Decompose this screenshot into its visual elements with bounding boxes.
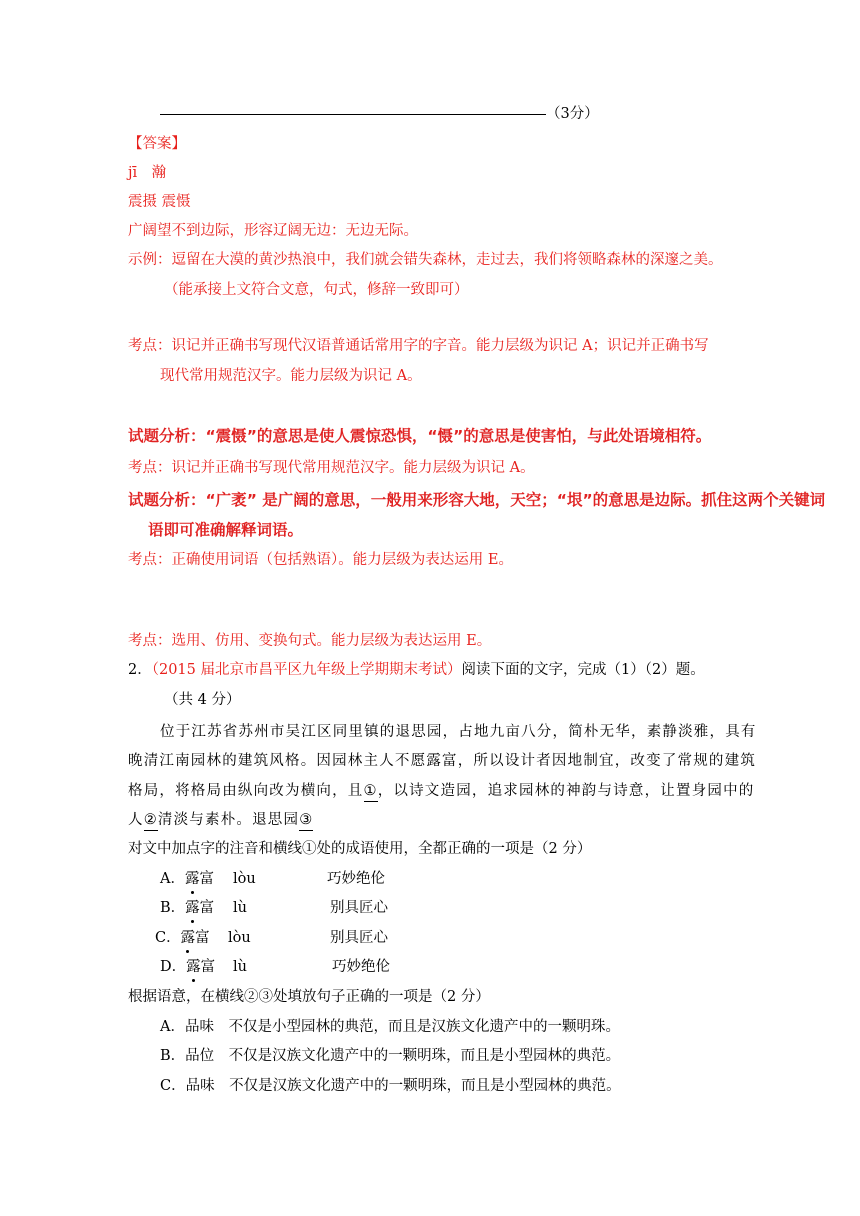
fenxi-2-line-1: 试题分析：“广袤” 是广阔的意思，一般用来形容大地，天空；“垠”的意思是边际。抓住这两个关键词 <box>128 491 826 509</box>
answer-header: 【答案】 <box>128 136 186 152</box>
answer-example: 示例：逗留在大漠的黄沙热浪中，我们就会错失森林，走过去，我们将领略森林的深邃之美。 <box>128 252 723 268</box>
option-label: A． <box>160 1019 185 1035</box>
sub1-option-d[interactable] <box>160 957 390 977</box>
question-intro: 阅读下面的文字，完成（1）（2）题。 <box>461 662 705 678</box>
answer-meaning: 广阔望不到边际，形容辽阔无边：无边无际。 <box>128 223 418 239</box>
passage-l2-dotted: 露富 <box>426 753 458 769</box>
option-label: D． <box>160 959 187 975</box>
score-label: （3分） <box>546 106 599 122</box>
option-text: 品味 不仅是汉族文化遗产中的一颗明珠，而且是小型园林的典范。 <box>185 1078 621 1094</box>
passage-l4-a: 人 <box>128 812 144 828</box>
option-text: 品味 不仅是小型园林的典范，而且是汉族文化遗产中的一颗明珠。 <box>184 1019 620 1035</box>
option-idiom: 巧妙绝伦 <box>332 959 390 975</box>
answer-blank-line <box>160 104 599 124</box>
option-idiom: 别具匠心 <box>330 930 388 946</box>
dotted-char: 露 <box>185 900 200 916</box>
option-pinyin: lù <box>233 959 247 975</box>
kaodian-2: 考点：识记并正确书写现代常用规范汉字。能力层级为识记 A。 <box>128 460 535 476</box>
option-word: 富 <box>195 930 210 946</box>
fenxi-1: 试题分析：“震慑”的意思是使人震惊恐惧，“慑”的意思是使害怕，与此处语境相符。 <box>128 427 712 445</box>
dotted-char: 露 <box>186 959 201 975</box>
option-label: C． <box>155 930 181 946</box>
sub2-option-b[interactable] <box>160 1046 620 1066</box>
option-label: B． <box>160 900 186 916</box>
blank-mark-2: ② <box>144 810 158 831</box>
kaodian-1-line-2: 现代常用规范汉字。能力层级为识记 A。 <box>160 368 422 384</box>
option-label: A． <box>160 871 185 887</box>
kaodian-1-line-1: 考点：识记并正确书写现代汉语普通话常用字的字音。能力层级为识记 A；识记并正确书写 <box>128 338 709 354</box>
fenxi-2-line-2: 语即可准确解释词语。 <box>148 521 304 539</box>
question-source: （2015 届北京市昌平区九年级上学期期末考试） <box>151 662 462 678</box>
option-label: C． <box>160 1078 186 1094</box>
passage-line-4 <box>128 810 313 831</box>
sub1-option-c[interactable] <box>155 928 388 948</box>
dotted-char: 露 <box>180 930 196 946</box>
question-number: 2． <box>128 662 152 678</box>
sub2-option-c[interactable] <box>160 1076 621 1096</box>
sub2-option-a[interactable] <box>160 1017 620 1037</box>
answer-words: 震摄 震慑 <box>128 194 191 210</box>
passage-line-3 <box>128 781 755 802</box>
sub-question-1-prompt: 对文中加点字的注音和横线①处的成语使用，全都正确的一项是（2 分） <box>128 841 592 857</box>
answer-note: （能承接上文符合文意，句式，修辞一致即可） <box>164 282 469 298</box>
blank-mark-1: ① <box>364 781 378 802</box>
option-pinyin: lòu <box>228 930 251 946</box>
question-points: （共 4 分） <box>164 692 241 708</box>
passage-l2-c: ，所以设计者因地制宜，改变了常规的建筑 <box>457 753 757 769</box>
sub-question-2-prompt: 根据语意，在横线②③处填放句子正确的一项是（2 分） <box>128 989 490 1005</box>
option-idiom: 巧妙绝伦 <box>327 871 385 887</box>
passage-l4-b: 清淡与素朴。退思园 <box>157 812 300 828</box>
option-word: 富 <box>199 871 214 887</box>
passage-line-1: 位于江苏省苏州市吴江区同里镇的退思园，占地九亩八分，简朴无华，素静淡雅，具有 <box>160 724 757 740</box>
option-word: 富 <box>200 959 216 975</box>
question-2-header <box>128 660 705 680</box>
blank-mark-3: ③ <box>299 810 313 831</box>
passage-l3-b: ，以诗文造园，追求园林的神韵与诗意，让置身园中的 <box>377 783 755 799</box>
option-pinyin: lòu <box>233 871 256 887</box>
passage-line-2 <box>128 751 756 771</box>
passage-l3-a: 格局，将格局由纵向改为横向，且 <box>128 783 364 799</box>
kaodian-3: 考点：正确使用词语（包括熟语）。能力层级为表达运用 E。 <box>128 552 513 568</box>
sub1-option-b[interactable] <box>160 898 388 918</box>
option-text: 品位 不仅是汉族文化遗产中的一颗明珠，而且是小型园林的典范。 <box>185 1048 621 1064</box>
option-pinyin: lù <box>233 900 247 916</box>
passage-l2-a: 晚清江南园林的建筑风格。因园林主人不愿 <box>128 753 427 769</box>
blank-underline <box>160 113 546 115</box>
answer-pinyin: jī 瀚 <box>128 165 167 181</box>
option-word: 富 <box>199 900 215 916</box>
option-label: B． <box>160 1048 186 1064</box>
option-idiom: 别具匠心 <box>330 900 388 916</box>
dotted-char: 露 <box>184 871 200 887</box>
sub1-option-a[interactable] <box>160 869 385 889</box>
kaodian-4: 考点：选用、仿用、变换句式。能力层级为表达运用 E。 <box>128 633 492 649</box>
